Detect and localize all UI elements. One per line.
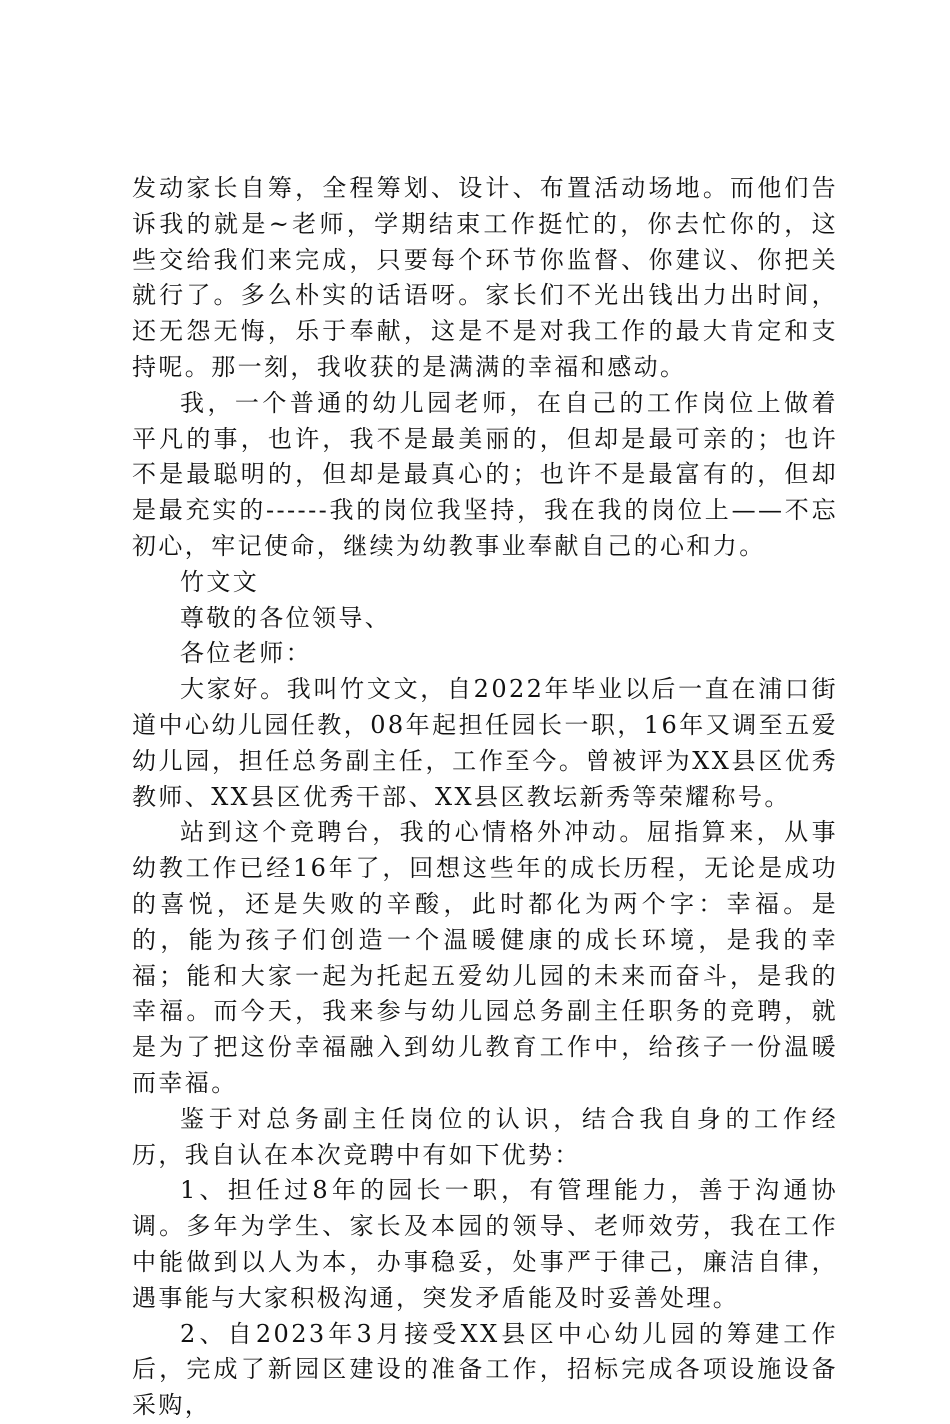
paragraph-advantages-intro: 鉴于对总务副主任岗位的认识，结合我自身的工作经历，我自认在本次竞聘中有如下优势：: [132, 1104, 838, 1169]
document-page: [132, 171, 838, 1424]
salutation-teachers: 各位老师：: [180, 639, 312, 668]
paragraph-my-post: 我，一个普通的幼儿园老师，在自己的工作岗位上做着平凡的事，也许，我不是最美丽的，但却是最可亲的；也许不是最聪明的，但却是最真心的；也许不是最富有的，但却是最充实的------我的岗位我坚持，我在我的岗位上——不忘初心，牢记使命，继续为幼教事业奉献自己的心和力。: [132, 388, 838, 560]
salutation-leaders: 尊敬的各位领导、: [180, 603, 392, 632]
paragraph-advantage-2: 2、自2023年3月接受XX县区中心幼儿园的筹建工作后，完成了新园区建设的准备工作，招标完成各项设施设备采购，: [132, 1319, 838, 1420]
paragraph-self-introduction: 大家好。我叫竹文文，自2022年毕业以后一直在浦口街道中心幼儿园任教，08年起担任园长一职，16年又调至五爱幼儿园，担任总务副主任，工作至今。曾被评为XX县区优秀教师、XX县区优秀干部、XX县区教坛新秀等荣耀称号。: [132, 675, 838, 811]
author-name: 竹文文: [180, 567, 260, 596]
paragraph-feelings: 站到这个竞聘台，我的心情格外冲动。屈指算来，从事幼教工作已经16年了，回想这些年的成长历程，无论是成功的喜悦，还是失败的辛酸，此时都化为两个字：幸福。是的，能为孩子们创造一个温暖健康的成长环境，是我的幸福；能和大家一起为托起五爱幼儿园的未来而奋斗，是我的幸福。而今天，我来参与幼儿园总务副主任职务的竞聘，就是为了把这份幸福融入到幼儿教育工作中，给孩子一份温暖而幸福。: [132, 818, 838, 1097]
paragraph-parent-contribution: 发动家长自筹，全程筹划、设计、布置活动场地。而他们告诉我的就是~老师，学期结束工作挺忙的，你去忙你的，这些交给我们来完成，只要每个环节你监督、你建议、你把关就行了。多么朴实的话语呀。家长们不光出钱出力出时间，还无怨无悔，乐于奉献，这是不是对我工作的最大肯定和支持呢。那一刻，我收获的是满满的幸福和感动。: [132, 174, 838, 381]
paragraph-advantage-1: 1、担任过8年的园长一职，有管理能力，善于沟通协调。多年为学生、家长及本园的领导、老师效劳，我在工作中能做到以人为本，办事稳妥，处事严于律己，廉洁自律，遇事能与大家积极沟通，突发矛盾能及时妥善处理。: [132, 1176, 838, 1312]
